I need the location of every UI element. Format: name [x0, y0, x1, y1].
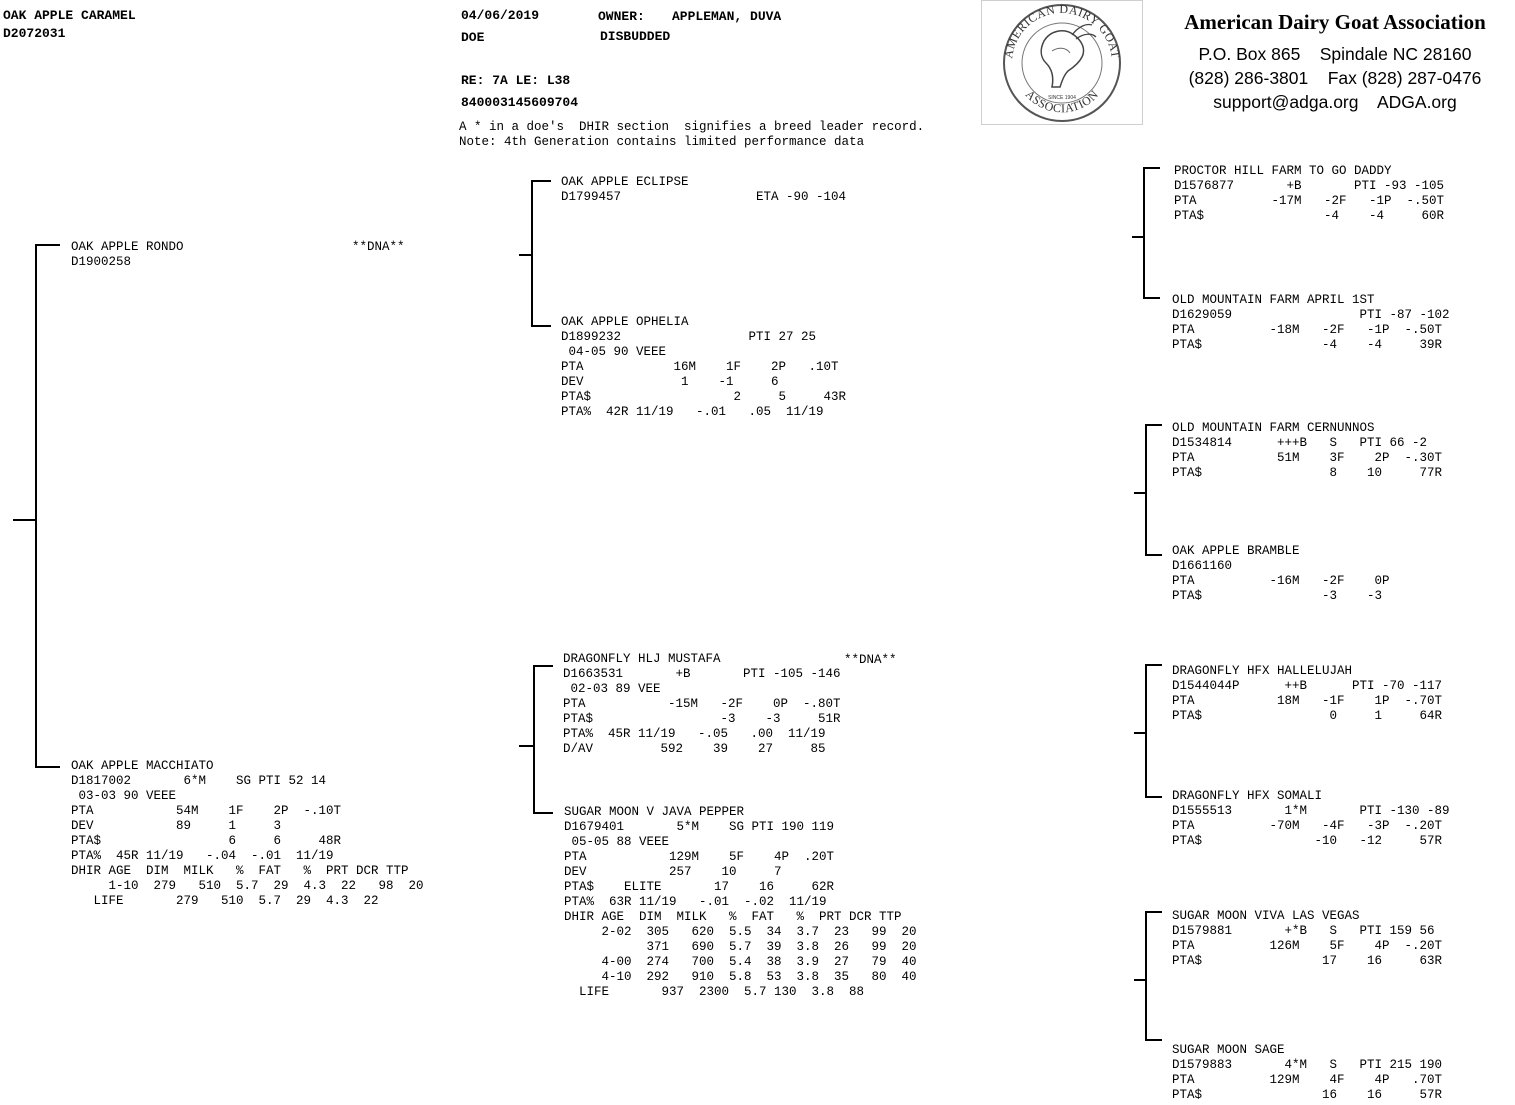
- detail-line: 02-03 89 VEE: [563, 682, 661, 696]
- detail-line: PTA$ 17 16 63R: [1172, 954, 1443, 968]
- sire-dam-name: OAK APPLE OPHELIA: [561, 315, 689, 329]
- detail-line: 05-05 88 VEEE: [564, 835, 670, 849]
- detail-line: PTA$ 6 6 48R: [71, 834, 342, 848]
- detail-line: 03-03 90 VEEE: [71, 789, 177, 803]
- detail-line: DEV 257 10 7: [564, 865, 782, 879]
- detail-line: PTA% 42R 11/19 -.01 .05 11/19: [561, 405, 824, 419]
- bracket-gen1-stub: [13, 519, 36, 521]
- sss-details: [1174, 179, 1444, 224]
- sdd-details: [1172, 559, 1390, 604]
- bracket-gen3c-vertical: [1145, 664, 1147, 798]
- detail-line: DEV 1 -1 6: [561, 375, 779, 389]
- detail-line: LIFE 937 2300 5.7 130 3.8 88: [564, 985, 865, 999]
- owner-label: OWNER:: [598, 9, 645, 24]
- detail-line: 4-10 292 910 5.8 53 3.8 35 80 40: [564, 970, 917, 984]
- detail-line: D/AV 592 39 27 85: [563, 742, 826, 756]
- detail-line: D1576877 +B PTI -93 -105: [1174, 179, 1445, 193]
- bracket-gen2b-top: [533, 665, 553, 667]
- bracket-gen2a-top: [531, 180, 551, 182]
- bracket-gen2b-vertical: [533, 665, 535, 814]
- tattoo: RE: 7A LE: L38: [461, 73, 571, 88]
- generation-note: Note: 4th Generation contains limited performance data: [459, 135, 865, 149]
- bracket-gen3a-bottom: [1143, 297, 1160, 299]
- detail-line: D1579883 4*M S PTI 215 190: [1172, 1058, 1443, 1072]
- ssd-details: [1172, 308, 1450, 353]
- detail-line: DHIR AGE DIM MILK % FAT % PRT DCR TTP: [71, 864, 409, 878]
- detail-line: D1661160: [1172, 559, 1233, 573]
- doe-registration: D2072031: [3, 26, 66, 41]
- detail-line: LIFE 279 510 5.7 29 4.3 22: [71, 894, 379, 908]
- detail-line: D1817002 6*M SG PTI 52 14: [71, 774, 327, 788]
- detail-line: PTA -70M -4F -3P -.20T: [1172, 819, 1443, 833]
- detail-line: PTA -16M -2F 0P: [1172, 574, 1390, 588]
- detail-line: D1679401 5*M SG PTI 190 119: [564, 820, 835, 834]
- detail-line: 371 690 5.7 39 3.8 26 99 20: [564, 940, 917, 954]
- sds-name: OLD MOUNTAIN FARM CERNUNNOS: [1172, 421, 1375, 435]
- detail-line: PTA$ -4 -4 39R: [1172, 338, 1443, 352]
- dss-name: DRAGONFLY HFX HALLELUJAH: [1172, 664, 1353, 678]
- dam-dam-name: SUGAR MOON V JAVA PEPPER: [564, 805, 745, 819]
- detail-line: PTA 129M 5F 4P .20T: [564, 850, 835, 864]
- detail-line: 4-00 274 700 5.4 38 3.9 27 79 40: [564, 955, 917, 969]
- bracket-gen3b-top: [1145, 424, 1162, 426]
- ddd-name: SUGAR MOON SAGE: [1172, 1043, 1285, 1057]
- sss-name: PROCTOR HILL FARM TO GO DADDY: [1174, 164, 1392, 178]
- detail-line: D1663531 +B PTI -105 -146: [563, 667, 841, 681]
- detail-line: 2-02 305 620 5.5 34 3.7 23 99 20: [564, 925, 917, 939]
- detail-line: PTA 126M 5F 4P -.20T: [1172, 939, 1443, 953]
- doe-name: OAK APPLE CARAMEL: [3, 8, 136, 23]
- detail-line: PTA$ ELITE 17 16 62R: [564, 880, 835, 894]
- bracket-gen3c-top: [1145, 664, 1162, 666]
- dam-details: [71, 774, 424, 909]
- bracket-gen1-bottom: [35, 766, 60, 768]
- horn-status: DISBUDDED: [600, 29, 671, 44]
- svg-text:SINCE 1904: SINCE 1904: [1048, 95, 1076, 101]
- detail-line: D1899232 PTI 27 25: [561, 330, 817, 344]
- detail-line: D1799457 ETA -90 -104: [561, 190, 847, 204]
- microchip: 840003145609704: [461, 95, 579, 110]
- detail-line: 1-10 279 510 5.7 29 4.3 22 98 20: [71, 879, 424, 893]
- org-web: support@adga.org ADGA.org: [1213, 92, 1457, 112]
- sire-sire-details: [561, 190, 846, 205]
- bracket-gen1-top: [35, 244, 60, 246]
- detail-line: PTA$ -3 -3: [1172, 589, 1383, 603]
- dds-details: [1172, 924, 1442, 969]
- bracket-gen3d-top: [1145, 911, 1162, 913]
- detail-line: PTA 16M 1F 2P .10T: [561, 360, 839, 374]
- detail-line: PTA 51M 3F 2P -.30T: [1172, 451, 1443, 465]
- sire-sire-name: OAK APPLE ECLIPSE: [561, 175, 689, 189]
- org-phones: (828) 286-3801 Fax (828) 287-0476: [1188, 68, 1482, 88]
- bracket-gen3d-vertical: [1145, 911, 1147, 1041]
- sire-dam-details: [561, 330, 846, 420]
- detail-line: PTA$ -3 -3 51R: [563, 712, 841, 726]
- detail-line: PTA$ -10 -12 57R: [1172, 834, 1443, 848]
- adga-logo: [981, 0, 1143, 125]
- detail-line: DHIR AGE DIM MILK % FAT % PRT DCR TTP: [564, 910, 902, 924]
- sire-dna-badge: **DNA**: [352, 240, 405, 254]
- detail-line: PTA 54M 1F 2P -.10T: [71, 804, 342, 818]
- sds-details: [1172, 436, 1442, 481]
- sire-name: OAK APPLE RONDO: [71, 240, 184, 254]
- bracket-gen3a-top: [1143, 167, 1160, 169]
- detail-line: DEV 89 1 3: [71, 819, 282, 833]
- bracket-gen3c-bottom: [1145, 796, 1162, 798]
- bracket-gen3a-vertical: [1143, 167, 1145, 299]
- detail-line: PTA 18M -1F 1P -.70T: [1172, 694, 1443, 708]
- detail-line: PTA$ -4 -4 60R: [1174, 209, 1445, 223]
- svg-text:AMERICAN DAIRY GOAT: AMERICAN DAIRY GOAT: [1001, 1, 1123, 60]
- sire-details: [71, 255, 131, 270]
- dam-dam-details: [564, 820, 917, 1000]
- org-name: American Dairy Goat Association: [1184, 10, 1486, 34]
- detail-line: PTA -17M -2F -1P -.50T: [1174, 194, 1445, 208]
- goat-seal-icon: [982, 1, 1142, 124]
- sex: DOE: [461, 30, 485, 45]
- bracket-gen3b-vertical: [1145, 424, 1147, 556]
- detail-line: PTA$ 16 16 57R: [1172, 1088, 1443, 1102]
- dsd-details: [1172, 804, 1450, 849]
- detail-line: PTA 129M 4F 4P .70T: [1172, 1073, 1443, 1087]
- detail-line: PTA$ 8 10 77R: [1172, 466, 1443, 480]
- bracket-gen1-vertical: [35, 244, 37, 768]
- dam-name: OAK APPLE MACCHIATO: [71, 759, 214, 773]
- dam-sire-name: DRAGONFLY HLJ MUSTAFA: [563, 652, 721, 666]
- dds-name: SUGAR MOON VIVA LAS VEGAS: [1172, 909, 1360, 923]
- bracket-gen3b-bottom: [1145, 554, 1162, 556]
- bracket-gen2a-vertical: [531, 180, 533, 327]
- detail-line: D1629059 PTI -87 -102: [1172, 308, 1450, 322]
- bracket-gen2a-bottom: [531, 325, 551, 327]
- dam-sire-dna-badge: **DNA**: [844, 653, 897, 667]
- ssd-name: OLD MOUNTAIN FARM APRIL 1ST: [1172, 293, 1375, 307]
- detail-line: D1579881 +*B S PTI 159 56: [1172, 924, 1435, 938]
- detail-line: D1900258: [71, 255, 132, 269]
- detail-line: D1544044P ++B PTI -70 -117: [1172, 679, 1443, 693]
- dam-sire-details: [563, 667, 841, 757]
- owner-name: APPLEMAN, DUVA: [672, 9, 782, 24]
- breed-leader-note: A * in a doe's DHIR section signifies a breed leader record.: [459, 120, 925, 134]
- svg-text:ASSOCIATION: ASSOCIATION: [1022, 87, 1102, 116]
- detail-line: PTA$ 0 1 64R: [1172, 709, 1443, 723]
- bracket-gen2b-bottom: [533, 812, 553, 814]
- detail-line: D1534814 +++B S PTI 66 -2: [1172, 436, 1428, 450]
- detail-line: PTA% 63R 11/19 -.01 -.02 11/19: [564, 895, 827, 909]
- detail-line: 04-05 90 VEEE: [561, 345, 667, 359]
- detail-line: PTA$ 2 5 43R: [561, 390, 847, 404]
- bracket-gen3d-bottom: [1145, 1039, 1162, 1041]
- detail-line: PTA% 45R 11/19 -.04 -.01 11/19: [71, 849, 334, 863]
- ddd-details: [1172, 1058, 1442, 1103]
- pedigree-date: 04/06/2019: [461, 8, 540, 23]
- dsd-name: DRAGONFLY HFX SOMALI: [1172, 789, 1323, 803]
- org-address: P.O. Box 865 Spindale NC 28160: [1198, 44, 1472, 64]
- dss-details: [1172, 679, 1442, 724]
- detail-line: D1555513 1*M PTI -130 -89: [1172, 804, 1450, 818]
- sdd-name: OAK APPLE BRAMBLE: [1172, 544, 1300, 558]
- detail-line: PTA -15M -2F 0P -.80T: [563, 697, 841, 711]
- detail-line: PTA% 45R 11/19 -.05 .00 11/19: [563, 727, 826, 741]
- detail-line: PTA -18M -2F -1P -.50T: [1172, 323, 1443, 337]
